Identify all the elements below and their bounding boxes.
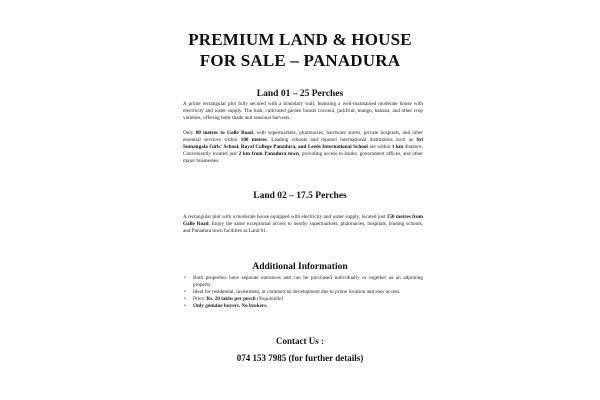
bullet-icon: • (184, 288, 186, 295)
contact-phone: 074 153 7985 (for further details) (236, 353, 364, 363)
bullet-icon: • (184, 302, 186, 309)
land-02-heading: Land 02 – 17.5 Perches (253, 191, 347, 201)
title-line-1: PREMIUM LAND & HOUSE (188, 30, 412, 49)
list-item: • Both properties have separate entrances and can be purchased individually or together as an adjoining property. (184, 275, 423, 288)
additional-info-heading: Additional Information (252, 262, 348, 272)
list-item: • Ideal for residential, investment, or commercial development due to prime location and easy access. (184, 288, 401, 295)
land-01-heading: Land 01 – 25 Perches (256, 89, 344, 99)
list-item: • Price: Rs. 20 lakhs per perch (Negotiable) (184, 295, 284, 302)
bullet-icon: • (184, 275, 186, 281)
land-01-location-details: Only 80 metres to Galle Road, with supermarkets, pharmacies, hardware stores, private hospitals, and other essential services within 100 metres. Leading schools and reputed international institutions such as Sri Sumangala Girls' School, Royal College Panadura, and Leeds International School are within 1 km distance. Conveniently located just 2 km from Panadura town, providing access to banks, government offices, and other major businesses. (183, 130, 424, 164)
land-01-description: A prime rectangular plot fully secured with a boundary wall, featuring a well-maintained moderate house with electricity and water supply. The lush, cultivated garden boasts coconut, jackfruit, mango, banana, and other crop varieties, offering both shade and seasonal harvests. (183, 101, 423, 121)
title-line-2: FOR SALE – PANADURA (199, 51, 401, 70)
bullet-icon: • (184, 295, 186, 302)
land-02-description: A rectangular plot with a moderate house equipped with electricity and water supply, located just 150 metres from Galle Road. Enjoy the same exceptional access to nearby supermarkets, pharmacies, hospitals, leading schools, and Panadura town facilities as Land 01. (183, 214, 423, 234)
list-item: • Only genuine buyers. No brokers. (184, 302, 268, 309)
additional-info-list (183, 275, 423, 310)
contact-label: Contact Us : (276, 336, 324, 346)
